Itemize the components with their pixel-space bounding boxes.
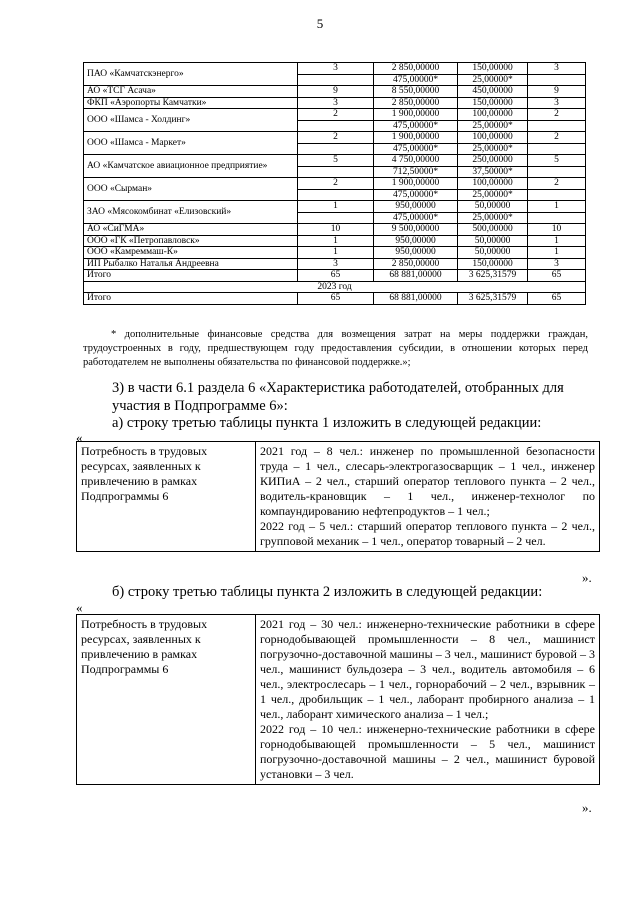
table-cell: [298, 143, 374, 155]
total-row: [84, 293, 586, 305]
table-cell: 475,00000*: [374, 189, 458, 201]
paragraph-3: 3) в части 6.1 раздела 6 «Характеристика работодателей, отобранных для участия в Подпрограмме 6»:: [112, 380, 564, 414]
table-cell: ООО «Сырман»: [84, 178, 298, 201]
table-cell: 712,50000*: [374, 166, 458, 178]
table-cell: 150,00000: [458, 63, 528, 75]
table-cell: 2: [298, 132, 374, 144]
table-point-2: [76, 614, 600, 785]
year-2022-text: 2022 год – 10 чел.: инженерно-технические работники в сфере горнодобывающей промышленности – 5 чел., машинист погрузочно-доставочной машины – 2 чел., машинист буровой установки – 3 чел.: [260, 722, 595, 781]
table-cell: ООО «Шамса - Маркет»: [84, 132, 298, 155]
table-cell: 950,00000: [374, 247, 458, 259]
table-cell: 2 850,00000: [374, 258, 458, 270]
table-cell: 50,00000: [458, 201, 528, 213]
table-cell: [528, 74, 586, 86]
table-cell: 950,00000: [374, 201, 458, 213]
table-cell: 1: [528, 247, 586, 259]
table-cell: 2 850,00000: [374, 97, 458, 109]
table-cell: [298, 120, 374, 132]
table-cell: 1: [298, 235, 374, 247]
table-cell: 150,00000: [458, 97, 528, 109]
table-cell: Итого: [84, 270, 298, 282]
table-cell: 25,00000*: [458, 120, 528, 132]
table-cell: [298, 166, 374, 178]
table-row: [84, 235, 586, 247]
table-cell: 65: [298, 293, 374, 305]
table-cell: [298, 212, 374, 224]
footnote: * дополнительные финансовые средства для возмещения затрат на меры поддержки граждан, трудоустроенных в году, предшествующем году предоставления субсидии, в отношении которых перед работодателем не выполнены обязательства по финансовой поддержке.»;: [83, 329, 588, 368]
table-cell: 3 625,31579: [458, 270, 528, 282]
table-cell: 1: [298, 247, 374, 259]
table-cell: ООО «ГК «Петропавловск»: [84, 235, 298, 247]
table-point-2-right: [256, 615, 600, 785]
table-cell: [528, 166, 586, 178]
table-cell: 9: [528, 86, 586, 98]
table-cell: 475,00000*: [374, 143, 458, 155]
table-cell: 65: [528, 293, 586, 305]
table-cell: 2 850,00000: [374, 63, 458, 75]
table-cell: 8 550,00000: [374, 86, 458, 98]
table-cell: 68 881,00000: [374, 293, 458, 305]
table-cell: 37,50000*: [458, 166, 528, 178]
table-cell: 1 900,00000: [374, 132, 458, 144]
table-cell: 500,00000: [458, 224, 528, 236]
table-cell: 9: [298, 86, 374, 98]
paragraph-b: б) строку третью таблицы пункта 2 изложить в следующей редакции:: [112, 584, 543, 600]
table-row: [84, 270, 586, 282]
year-2022-text: 2022 год – 5 чел.: старший оператор теплового пункта – 2 чел., групповой механик – 1 чел., оператор товарный – 2 чел.: [260, 519, 595, 548]
table-cell: ИП Рыбалко Наталья Андреевна: [84, 258, 298, 270]
table-cell: 4 750,00000: [374, 155, 458, 167]
table-cell: 3: [528, 97, 586, 109]
table-cell: 2: [528, 109, 586, 121]
table-cell: ЗАО «Мясокомбинат «Елизовский»: [84, 201, 298, 224]
table-row: [84, 63, 586, 75]
table-cell: 1: [298, 201, 374, 213]
table-cell: 1 900,00000: [374, 178, 458, 190]
table-cell: 250,00000: [458, 155, 528, 167]
table-cell: 2: [528, 132, 586, 144]
table-cell: Итого: [84, 293, 298, 305]
table-cell: [528, 143, 586, 155]
table-cell: 100,00000: [458, 109, 528, 121]
table-cell: 3: [298, 63, 374, 75]
open-quote: «: [76, 430, 83, 445]
table-cell: 3 625,31579: [458, 293, 528, 305]
year-2021-text: 2021 год – 30 чел.: инженерно-технические работники в сфере горнодобывающей промышленности – 8 чел., машинист погрузочно-доставочной машины – 3 чел., машинист буровой – 3 чел., машинист бульдозера – 3 чел., водитель автомобиля – 6 чел., электрослесарь – 1 чел., горнорабочий – 2 чел., взрывник – 1 чел., дробильщик – 1 чел., лаборант пробирного анализа – 1 чел., лаборант химического анализа – 1 чел.;: [260, 617, 595, 721]
year-row: [84, 281, 586, 293]
table-cell: 1 900,00000: [374, 109, 458, 121]
table-cell: 68 881,00000: [374, 270, 458, 282]
table-cell: 50,00000: [458, 235, 528, 247]
table-row: [84, 178, 586, 190]
subsidy-table: [83, 62, 586, 305]
table-cell: АО «ТСГ Асача»: [84, 86, 298, 98]
table-cell: 3: [298, 97, 374, 109]
table-cell: 50,00000: [458, 247, 528, 259]
table-cell: 5: [298, 155, 374, 167]
table-cell: [528, 189, 586, 201]
table-cell: 475,00000*: [374, 120, 458, 132]
table-cell: ПАО «Камчатскэнерго»: [84, 63, 298, 86]
open-quote: «: [76, 600, 83, 615]
table-point-1-left: Потребность в трудовых ресурсах, заявленных к привлечению в рамках Подпрограммы 6: [77, 442, 256, 552]
table-cell: АО «СиГМА»: [84, 224, 298, 236]
table-cell: 3: [528, 63, 586, 75]
table-cell: [528, 212, 586, 224]
table-row: [84, 109, 586, 121]
table-cell: 5: [528, 155, 586, 167]
table-cell: АО «Камчатское авиационное предприятие»: [84, 155, 298, 178]
table-cell: 3: [298, 258, 374, 270]
table-point-2-left: Потребность в трудовых ресурсах, заявленных к привлечению в рамках Подпрограммы 6: [77, 615, 256, 785]
table-point-1: [76, 441, 600, 552]
table-cell: 3: [528, 258, 586, 270]
table-cell: 25,00000*: [458, 189, 528, 201]
table-row: [84, 132, 586, 144]
table-cell: 10: [528, 224, 586, 236]
table-cell: [298, 74, 374, 86]
table-cell: 475,00000*: [374, 212, 458, 224]
table-cell: ООО «Камреммаш-К»: [84, 247, 298, 259]
table-cell: ФКП «Аэропорты Камчатки»: [84, 97, 298, 109]
paragraph-a: а) строку третью таблицы пункта 1 изложить в следующей редакции:: [112, 415, 542, 431]
close-quote: ».: [582, 800, 592, 815]
table-cell: 2: [298, 109, 374, 121]
close-quote: ».: [582, 570, 592, 585]
table-cell: 2: [528, 178, 586, 190]
table-point-1-right: [256, 442, 600, 552]
table-cell: 100,00000: [458, 178, 528, 190]
table-cell: 65: [528, 270, 586, 282]
table-row: [84, 86, 586, 98]
page-number: 5: [316, 16, 324, 31]
table-cell: 950,00000: [374, 235, 458, 247]
table-cell: 9 500,00000: [374, 224, 458, 236]
table-cell: 25,00000*: [458, 143, 528, 155]
table-row: [84, 155, 586, 167]
table-cell: 1: [528, 235, 586, 247]
table-cell: [298, 189, 374, 201]
year-header: 2023 год: [84, 281, 586, 293]
year-2021-text: 2021 год – 8 чел.: инженер по промышленной безопасности труда – 1 чел., слесарь-электрогазосварщик – 1 чел., инженер КИПиА – 2 чел., старший оператор теплового пункта – 2 чел., водитель-крановщик – 1 чел., инженер-технолог по компаундированию нефтепродуктов – 1 чел.;: [260, 444, 595, 518]
table-cell: 2: [298, 178, 374, 190]
table-cell: 65: [298, 270, 374, 282]
table-cell: 150,00000: [458, 258, 528, 270]
table-cell: 25,00000*: [458, 74, 528, 86]
table-cell: [528, 120, 586, 132]
table-cell: 450,00000: [458, 86, 528, 98]
table-cell: 1: [528, 201, 586, 213]
table-row: [84, 201, 586, 213]
table-cell: 10: [298, 224, 374, 236]
table-cell: 475,00000*: [374, 74, 458, 86]
table-row: [84, 224, 586, 236]
table-row: [84, 258, 586, 270]
table-cell: ООО «Шамса - Холдинг»: [84, 109, 298, 132]
table-cell: 100,00000: [458, 132, 528, 144]
table-cell: 25,00000*: [458, 212, 528, 224]
table-row: [84, 97, 586, 109]
table-row: [84, 247, 586, 259]
